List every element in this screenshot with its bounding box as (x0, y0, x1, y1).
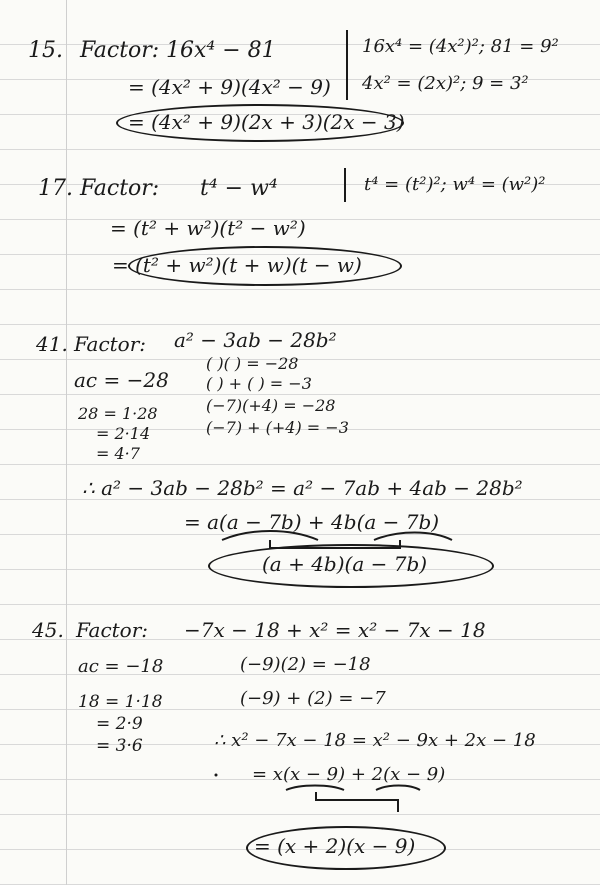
grouping-step: = x(x − 9) + 2(x − 9) (252, 764, 446, 785)
final-answer: (a + 4b)(a − 7b) (262, 552, 428, 576)
factor-pair: = 4·7 (96, 444, 140, 463)
problem-number: 17. (38, 176, 73, 201)
factor-pair: = 3·6 (96, 736, 143, 756)
problem-number: 15. (28, 38, 63, 63)
ac-value: ac = −18 (78, 656, 164, 677)
factor-label: Factor: (80, 38, 160, 63)
factor-pair: = 2·14 (96, 424, 151, 443)
problem-expression: a² − 3ab − 28b² (174, 328, 337, 352)
template-line: (−7) + (+4) = −3 (206, 418, 349, 437)
factor-pair: 18 = 1·18 (78, 692, 163, 712)
grouping-underline (286, 786, 344, 791)
ac-value: ac = −28 (74, 368, 169, 392)
grouping-bracket (316, 792, 398, 812)
template-line: (−7)(+4) = −28 (206, 396, 336, 415)
final-answer: = (4x² + 9)(2x + 3)(2x − 3) (128, 110, 405, 134)
template-line: ( )( ) = −28 (206, 354, 299, 373)
factor-label: Factor: (76, 618, 149, 642)
problem-expression: −7x − 18 + x² = x² − 7x − 18 (184, 618, 486, 642)
grouping-step: = a(a − 7b) + 4b(a − 7b) (184, 510, 440, 534)
template-line: (−9)(2) = −18 (240, 654, 371, 675)
factor-pair: = 2·9 (96, 714, 143, 734)
grouping-bracket (270, 540, 400, 548)
rewrite-step: ∴ x² − 7x − 18 = x² − 9x + 2x − 18 (214, 730, 536, 751)
side-note: t⁴ = (t²)²; w⁴ = (w²)² (364, 174, 546, 195)
final-answer: = (t² + w²)(t + w)(t − w) (112, 253, 362, 277)
problem-number: 41. (36, 332, 68, 356)
stray-dot (215, 774, 218, 777)
rewrite-step: ∴ a² − 3ab − 28b² = a² − 7ab + 4ab − 28b² (82, 476, 523, 500)
grouping-underline (374, 533, 452, 541)
template-line: ( ) + ( ) = −3 (206, 374, 312, 393)
difference-of-squares-step: = (t² + w²)(t² − w²) (110, 216, 306, 240)
problem-expression: t⁴ − w⁴ (200, 176, 278, 201)
grouping-underline (222, 531, 318, 540)
grouping-underline (376, 786, 420, 791)
factor-label: Factor: (74, 332, 147, 356)
difference-of-squares-step: = (4x² + 9)(4x² − 9) (128, 75, 331, 99)
factor-label: Factor: (80, 176, 160, 201)
side-note: 4x² = (2x)²; 9 = 3² (362, 73, 529, 94)
factor-pair: 28 = 1·28 (78, 404, 158, 423)
side-note: 16x⁴ = (4x²)²; 81 = 9² (362, 36, 559, 57)
problem-expression: 16x⁴ − 81 (166, 38, 276, 63)
problem-number: 45. (32, 618, 64, 642)
final-answer: = (x + 2)(x − 9) (254, 834, 416, 858)
template-line: (−9) + (2) = −7 (240, 688, 386, 709)
